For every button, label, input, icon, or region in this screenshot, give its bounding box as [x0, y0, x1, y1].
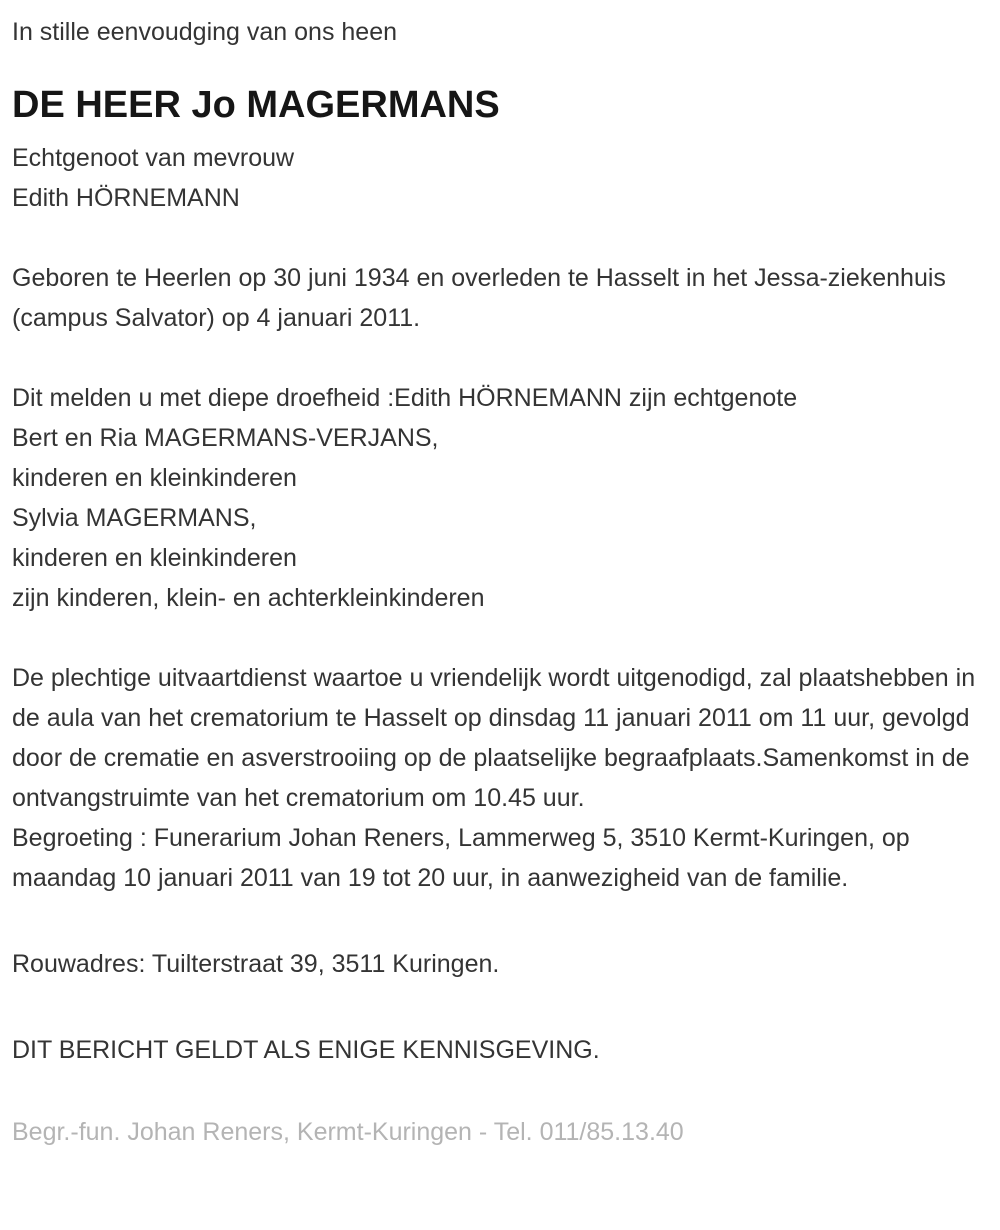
mourning-address: Rouwadres: Tuilterstraat 39, 3511 Kuringen. — [12, 950, 500, 978]
intro-line: In stille eenvoudging van ons heen — [12, 18, 398, 46]
family-line: kinderen en kleinkinderen — [12, 544, 297, 572]
birth-death-paragraph: Geboren te Heerlen op 30 juni 1934 en overleden te Hasselt in het Jessa-ziekenhuis (campus Salvator) op 4 januari 2011. — [12, 264, 946, 332]
family-line: kinderen en kleinkinderen — [12, 464, 297, 492]
family-line: Sylvia MAGERMANS, — [12, 504, 257, 532]
service-paragraph: De plechtige uitvaartdienst waartoe u vriendelijk wordt uitgenodigd, zal plaatshebben in de aula van het crematorium te Hasselt op dinsdag 11 januari 2011 om 11 uur, gevolgd door de crematie en asverstrooiing op de plaatselijke begraafplaats.Samenkomst in de ontvangstruimte van het crematorium om 10.45 uur. — [12, 664, 976, 812]
death-notice — [12, 12, 986, 1152]
funeral-home-footer: Begr.-fun. Johan Reners, Kermt-Kuringen - Tel. 011/85.13.40 — [12, 1118, 684, 1146]
family-announcement — [12, 378, 986, 618]
family-line: Bert en Ria MAGERMANS-VERJANS, — [12, 424, 439, 452]
final-statement: DIT BERICHT GELDT ALS ENIGE KENNISGEVING. — [12, 1036, 600, 1064]
spouse-intro: Echtgenoot van mevrouw — [12, 144, 295, 172]
spouse-name: Edith HÖRNEMANN — [12, 184, 240, 212]
deceased-name: DE HEER Jo MAGERMANS — [12, 84, 500, 126]
family-line: Dit melden u met diepe droefheid :Edith HÖRNEMANN zijn echtgenote — [12, 384, 798, 412]
family-line: zijn kinderen, klein- en achterkleinkinderen — [12, 584, 485, 612]
greeting-paragraph: Begroeting : Funerarium Johan Reners, Lammerweg 5, 3510 Kermt-Kuringen, op maandag 10 januari 2011 van 19 tot 20 uur, in aanwezigheid van de familie. — [12, 824, 910, 892]
service-details — [12, 658, 986, 898]
